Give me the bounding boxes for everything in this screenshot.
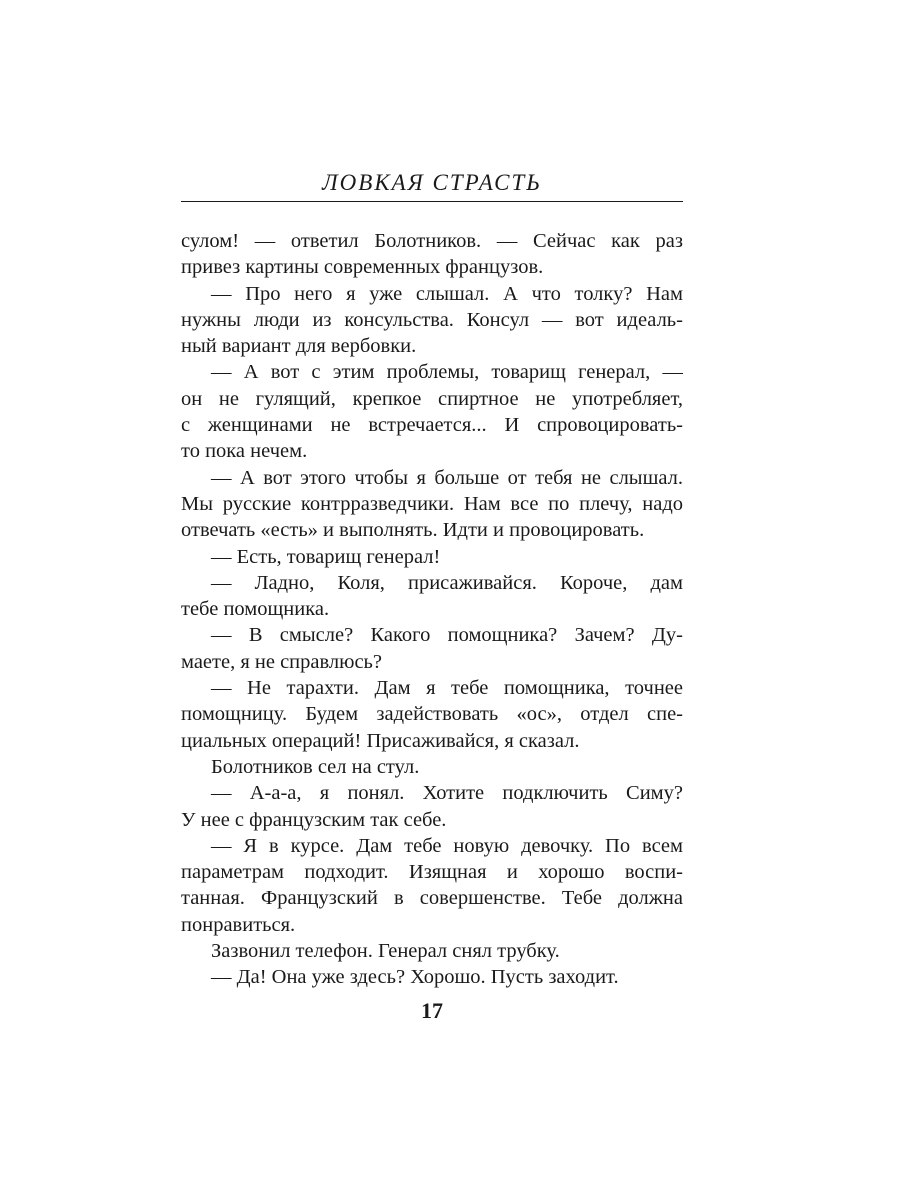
text-line: — Я в курсе. Дам тебе новую девочку. По всем [211,834,683,857]
text-line: параметрам подходит. Изящная и хорошо воспи- [181,861,683,884]
text-line: с женщинами не встречается... И спровоцировать- [181,414,683,437]
text-line: — Ладно, Коля, присаживайся. Короче, дам [211,571,683,594]
text-line: то пока нечем. [181,440,308,463]
text-line: — Да! Она уже здесь? Хорошо. Пусть заходит. [211,966,619,989]
text-line: нужны люди из консульства. Консул — вот идеаль- [181,308,683,331]
text-line: понравиться. [181,913,296,936]
text-line: — Не тарахти. Дам я тебе помощника, точнее [211,677,683,700]
text-line: — Есть, товарищ генерал! [211,545,441,568]
text-line: сулом! — ответил Болотников. — Сейчас как раз [181,230,683,252]
text-line: У нее с французским так себе. [181,808,447,831]
body-text [181,228,683,991]
text-line: ный вариант для вербовки. [181,335,417,358]
text-line: циальных операций! Присаживайся, я сказал. [181,729,580,752]
text-line: маете, я не справлюсь? [181,650,383,673]
text-line: танная. Французский в совершенстве. Тебе должна [181,887,683,910]
text-line: он не гулящий, крепкое спиртное не употребляет, [181,387,683,410]
page-number: 17 [421,998,443,1023]
header-rule [181,201,683,202]
text-line: привез картины современных французов. [181,256,544,279]
text-line: — А-а-а, я понял. Хотите подключить Симу? [211,782,683,805]
text-line: — А вот с этим проблемы, товарищ генерал, — [211,361,683,384]
running-head: ЛОВКАЯ СТРАСТЬ [322,170,542,195]
text-line: отвечать «есть» и выполнять. Идти и провоцировать. [181,519,645,542]
text-line: Зазвонил телефон. Генерал снял трубку. [211,940,560,963]
text-line: — В смысле? Какого помощника? Зачем? Ду- [211,624,683,647]
text-line: — А вот этого чтобы я больше от тебя не слышал. [211,466,683,489]
text-line: Мы русские контрразведчики. Нам все по плечу, надо [181,492,683,515]
text-line: — Про него я уже слышал. А что толку? Нам [211,282,683,305]
text-line: Болотников сел на стул. [211,755,420,778]
text-line: тебе помощника. [181,598,330,621]
text-line: помощницу. Будем задействовать «ос», отдел спе- [181,703,683,726]
